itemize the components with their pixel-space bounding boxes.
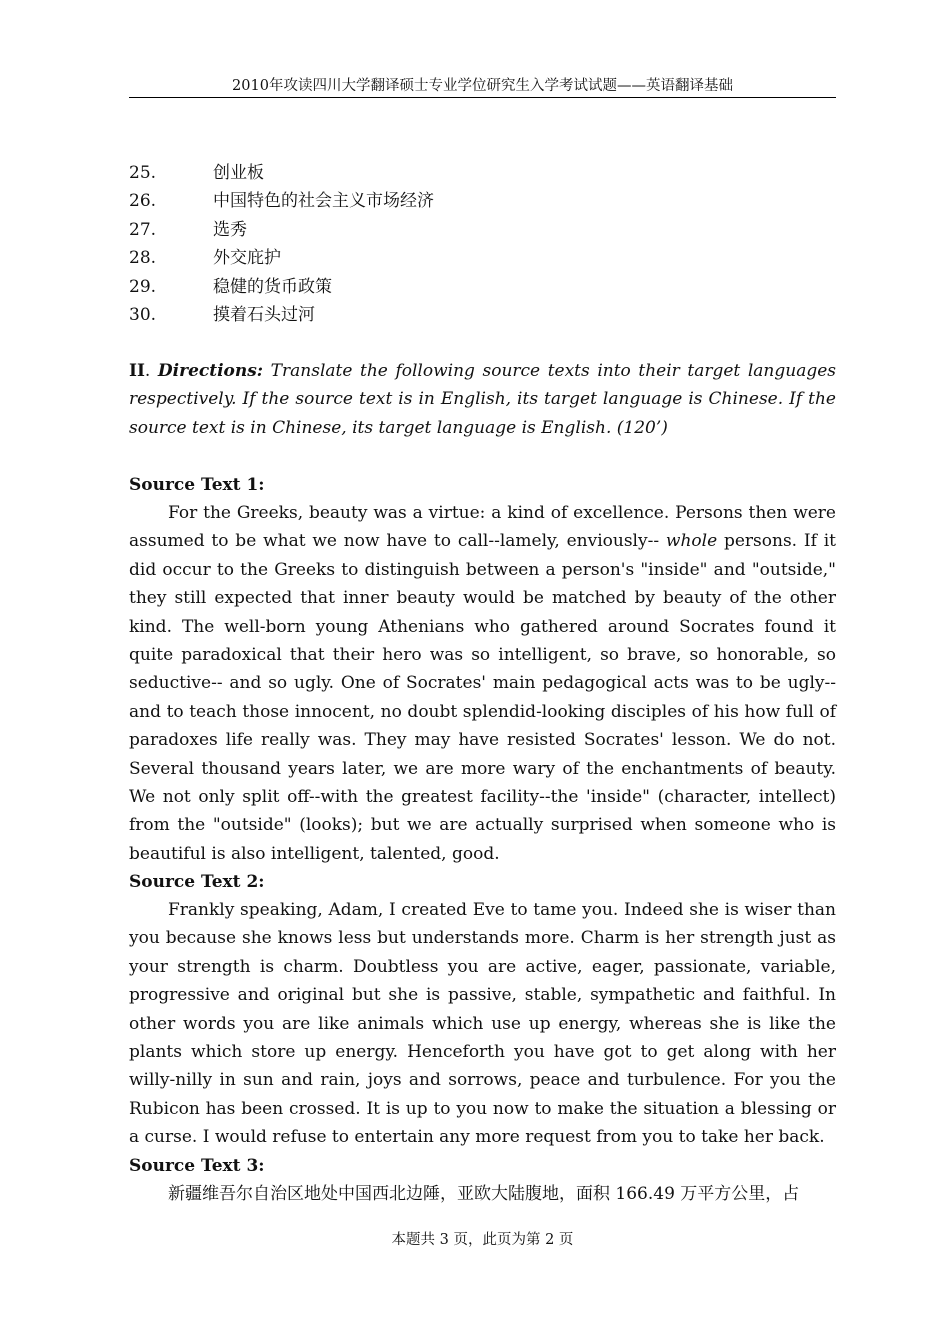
list-item <box>129 301 836 329</box>
term-text: 选秀 <box>213 219 247 240</box>
source-text-2-heading: Source Text 2: <box>129 872 265 892</box>
term-number: 29. <box>129 276 157 297</box>
list-item <box>129 244 836 272</box>
source-text-3-body: 新疆维吾尔自治区地处中国西北边陲，亚欧大陆腹地，面积 166.49 万平方公里，占 <box>168 1184 800 1204</box>
list-item <box>129 216 836 244</box>
section-dot: . <box>144 361 151 381</box>
term-text: 外交庇护 <box>213 248 281 269</box>
page-header: 2010年攻读四川大学翻译硕士专业学位研究生入学考试试题——英语翻译基础 <box>232 78 733 94</box>
term-number: 25. <box>129 163 157 183</box>
header-rule <box>129 97 836 98</box>
term-number: 28. <box>129 248 157 269</box>
directions-label: Directions: <box>157 361 264 381</box>
source-text-2-body: Frankly speaking, Adam, I created Eve to tame you. Indeed she is wiser than you because she knows less but understands more. Charm is her strength just as your strength is charm. Doubtless you are active, eager, passionate, variable, progressive and original but she is passive, stable, sympathetic and faithful. In other words you are like animals which use up energy, whereas she is like the plants which store up energy. Henceforth you have got to get along with her willy-nilly in sun and rain, joys and sorrows, peace and turbulence. For you the Rubicon has been crossed. It is up to you now to make the situation a blessing or a curse. I would refuse to entertain any more request from you to take her back. <box>129 900 836 1148</box>
term-text: 中国特色的社会主义市场经济 <box>213 191 434 212</box>
source-text-1-body <box>129 499 836 868</box>
page-footer: 本题共 3 页，此页为第 2 页 <box>391 1232 574 1248</box>
term-number: 27. <box>129 219 157 240</box>
list-item <box>129 159 836 187</box>
term-number: 26. <box>129 191 157 212</box>
term-text: 摸着石头过河 <box>213 304 315 325</box>
term-list <box>129 159 836 329</box>
list-item <box>129 187 836 215</box>
source-text-3-heading: Source Text 3: <box>129 1156 265 1176</box>
term-text: 稳健的货币政策 <box>213 276 332 297</box>
source-text-1-emphasis: whole <box>665 531 718 552</box>
term-text: 创业板 <box>213 163 264 183</box>
source-text-1-part1: For the Greeks, beauty was a virtue: a kind of excellence. Persons then were assumed to be what we now have to call--lamely, enviously-- <box>129 503 836 552</box>
source-text-1-heading: Source Text 1: <box>129 475 265 495</box>
list-item <box>129 273 836 301</box>
term-number: 30. <box>129 304 157 325</box>
section-number: II <box>129 361 145 381</box>
directions-paragraph <box>129 357 836 442</box>
source-text-1-part2: persons. If it did occur to the Greeks to distinguish between a person's "inside" and "outside," they still expected that inner beauty would be matched by beauty of the other kind. The well-born young Athenians who gathered around Socrates found it quite paradoxical that their hero was so intelligent, so brave, so honorable, so seductive-- and so ugly. One of Socrates' main pedagogical acts was to be ugly-- and to teach those innocent, no doubt splendid-looking disciples of his how full of paradoxes life really was. They may have resisted Socrates' lesson. We do not. Several thousand years later, we are more wary of the enchantments of beauty. We not only split off--with the greatest facility--the 'inside" (character, intellect) from the "outside" (looks); but we are actually surprised when someone who is beautiful is also intelligent, talented, good. <box>129 531 837 864</box>
directions-text: Translate the following source texts into their target languages respectively. If the source text is in English, its target language is Chinese. If the source text is in Chinese, its target language is English. (120’) <box>129 361 836 438</box>
